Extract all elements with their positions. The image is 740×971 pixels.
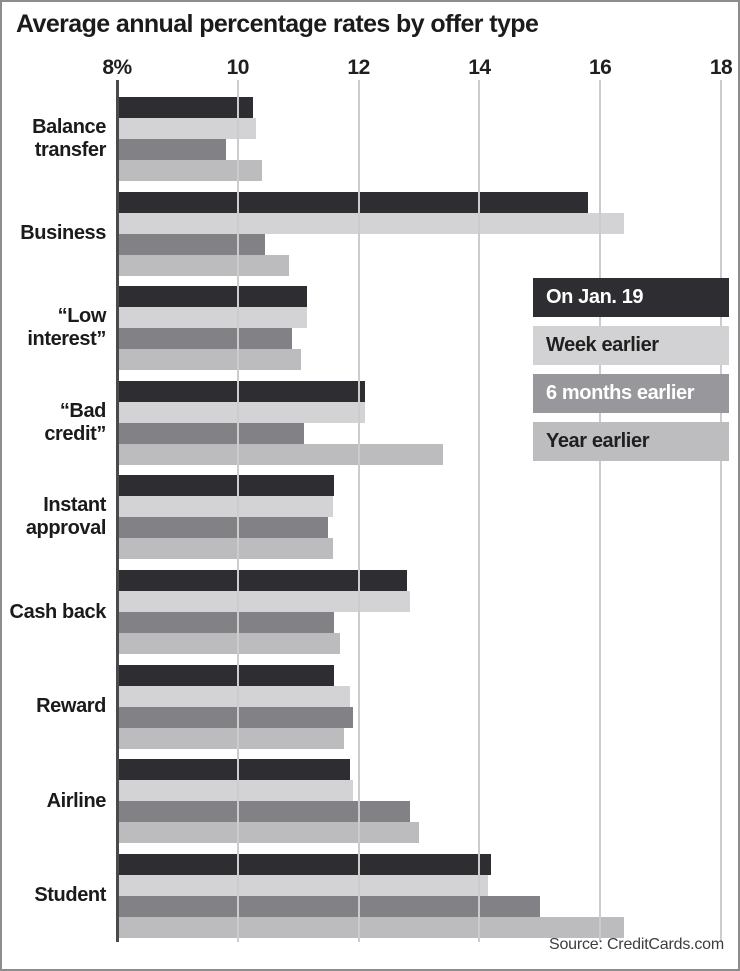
bar-instant-approval-6-months-earlier <box>118 517 328 538</box>
legend-label: On Jan. 19 <box>546 286 644 308</box>
bar-student-week-earlier <box>118 875 488 896</box>
bar-cash-back-6-months-earlier <box>118 612 334 633</box>
bar-reward-year-earlier <box>118 728 344 749</box>
bar-business-week-earlier <box>118 213 624 234</box>
bar-balance-transfer-week-earlier <box>118 118 256 139</box>
bar-instant-approval-year-earlier <box>118 538 333 559</box>
bar-low-interest-week-earlier <box>118 307 307 328</box>
bar-low-interest-on-jan-19 <box>118 286 307 307</box>
category-label-student: Student <box>34 884 106 907</box>
x-axis-tick-label: 12 <box>347 56 370 79</box>
x-axis-tick-label: 18 <box>709 56 733 79</box>
legend-label: 6 months earlier <box>546 382 695 404</box>
bar-student-6-months-earlier <box>118 896 540 917</box>
category-label-airline: Airline <box>46 789 106 812</box>
legend <box>533 278 729 470</box>
x-axis-tick-label: 8% <box>102 56 132 79</box>
bar-airline-on-jan-19 <box>118 759 350 780</box>
bar-reward-week-earlier <box>118 686 350 707</box>
source-credit: Source: CreditCards.com <box>548 936 724 953</box>
bar-balance-transfer-6-months-earlier <box>118 139 226 160</box>
bar-bad-credit-week-earlier <box>118 402 365 423</box>
legend-item-year-earlier <box>533 422 729 461</box>
bar-bad-credit-6-months-earlier <box>118 423 304 444</box>
bar-student-on-jan-19 <box>118 854 491 875</box>
bar-business-year-earlier <box>118 255 289 276</box>
bar-balance-transfer-year-earlier <box>118 160 262 181</box>
bar-business-6-months-earlier <box>118 234 265 255</box>
legend-label: Week earlier <box>546 334 659 356</box>
bar-student-year-earlier <box>118 917 624 938</box>
category-label-reward: Reward <box>36 695 106 718</box>
bar-low-interest-6-months-earlier <box>118 328 292 349</box>
bar-bad-credit-year-earlier <box>118 444 443 465</box>
gridline <box>237 80 239 942</box>
bar-reward-6-months-earlier <box>118 707 353 728</box>
bar-cash-back-year-earlier <box>118 633 340 654</box>
chart-title: Average annual percentage rates by offer type <box>16 10 539 38</box>
bar-airline-6-months-earlier <box>118 801 410 822</box>
bar-instant-approval-on-jan-19 <box>118 475 334 496</box>
bar-balance-transfer-on-jan-19 <box>118 97 253 118</box>
bar-bad-credit-on-jan-19 <box>118 381 365 402</box>
legend-item-6-months-earlier <box>533 374 729 413</box>
legend-item-week-earlier <box>533 326 729 365</box>
bar-airline-year-earlier <box>118 822 419 843</box>
bar-low-interest-year-earlier <box>118 349 301 370</box>
x-axis-tick-label: 10 <box>226 56 249 79</box>
bar-instant-approval-week-earlier <box>118 496 333 517</box>
gridline <box>478 80 480 942</box>
category-label-business: Business <box>20 222 106 245</box>
bar-reward-on-jan-19 <box>118 665 334 686</box>
category-label-low-interest: “Low interest” <box>27 305 106 351</box>
y-axis-line <box>116 80 119 942</box>
category-label-balance-transfer: Balance transfer <box>32 116 106 161</box>
gridline <box>720 80 722 942</box>
category-label-cash-back: Cash back <box>9 600 106 623</box>
category-label-instant-approval: Instant approval <box>25 494 106 540</box>
x-axis-tick-label: 14 <box>468 56 491 79</box>
category-label-bad-credit: “Bad credit” <box>44 399 106 445</box>
bar-airline-week-earlier <box>118 780 353 801</box>
x-axis-tick-label: 16 <box>589 56 612 79</box>
bar-business-on-jan-19 <box>118 192 588 213</box>
legend-item-on-jan-19 <box>533 278 729 317</box>
bar-cash-back-on-jan-19 <box>118 570 407 591</box>
gridline <box>599 80 601 942</box>
bar-cash-back-week-earlier <box>118 591 410 612</box>
gridline <box>358 80 360 942</box>
legend-label: Year earlier <box>546 430 650 452</box>
